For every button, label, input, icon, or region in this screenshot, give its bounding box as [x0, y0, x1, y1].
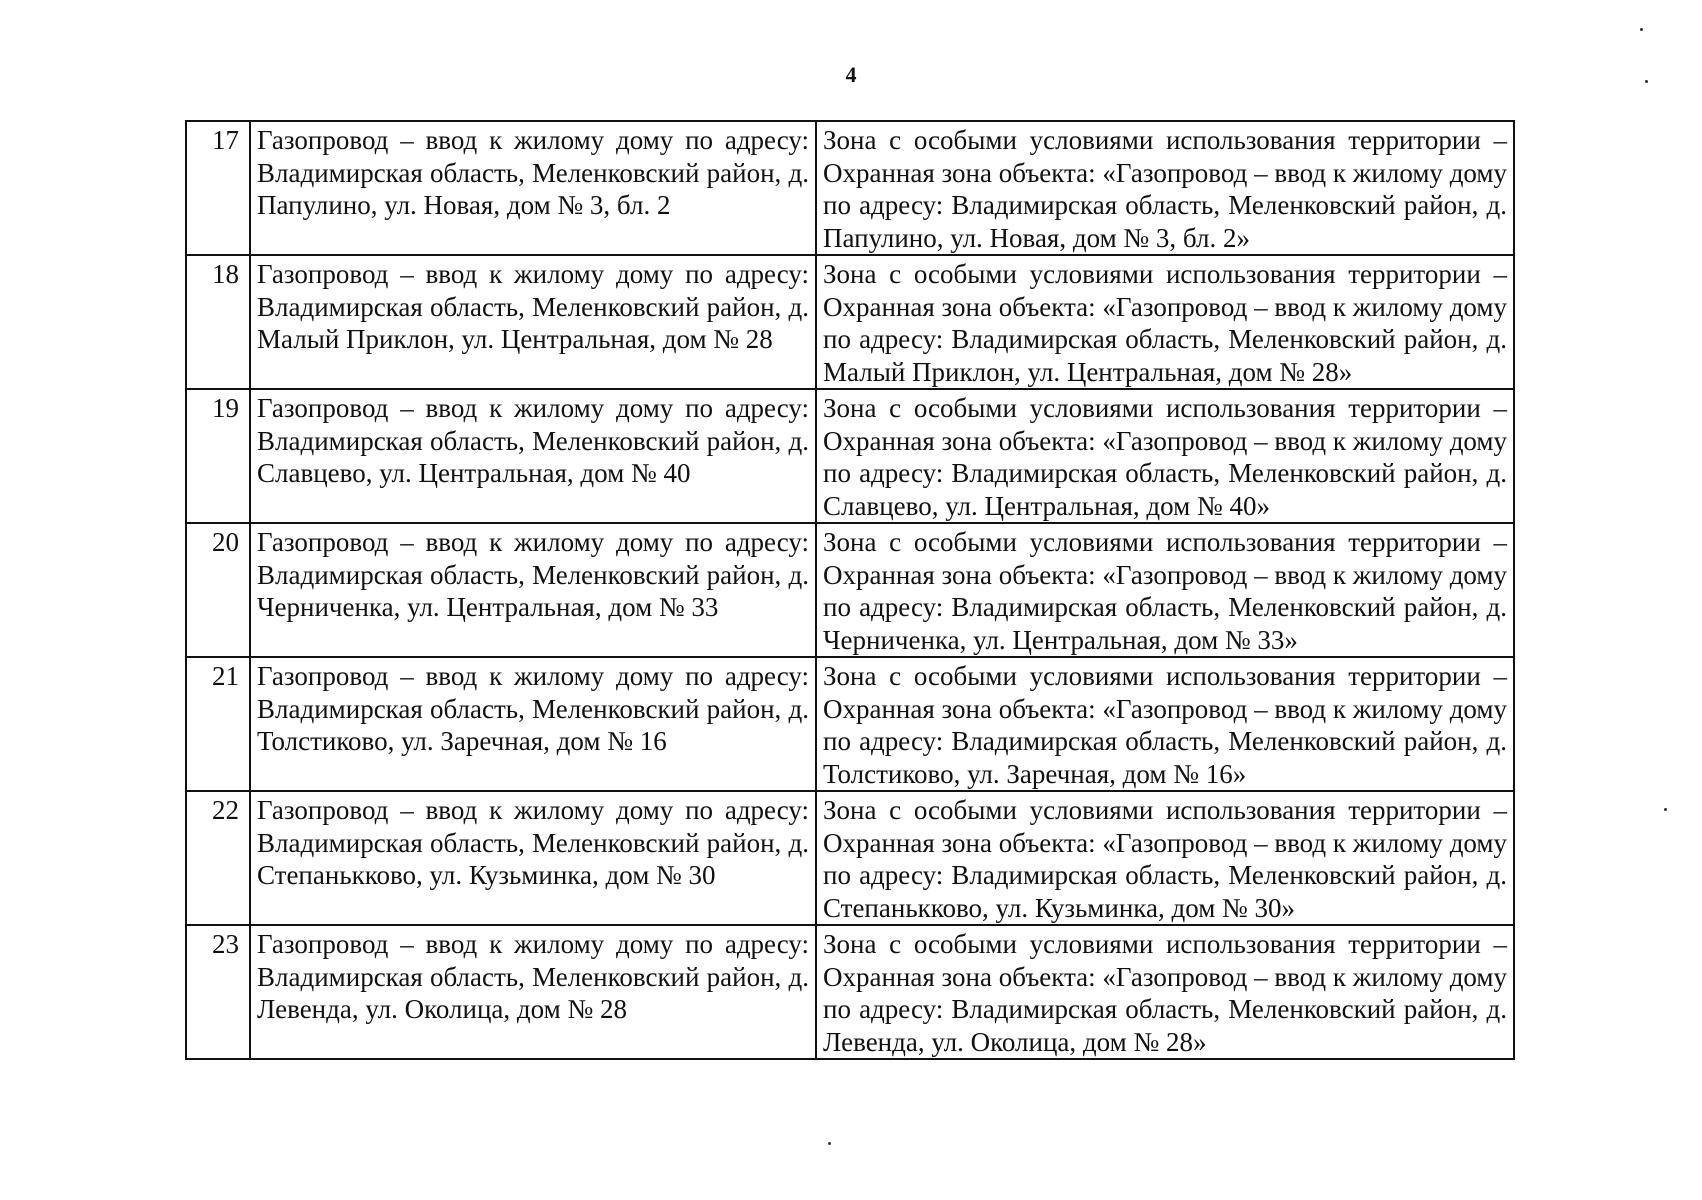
row-number: 22 [186, 791, 250, 925]
table-row [186, 523, 1514, 657]
object-description: Газопровод – ввод к жилому дому по адресу: Владимирская область, Меленковский район, д. Толстиково, ул. Заречная, дом № 16 [250, 657, 816, 791]
row-number: 23 [186, 925, 250, 1059]
object-description: Газопровод – ввод к жилому дому по адресу: Владимирская область, Меленковский район, д. Малый Приклон, ул. Центральная, дом № 28 [250, 255, 816, 389]
zone-description: Зона с особыми условиями использования территории – Охранная зона объекта: «Газопровод – ввод к жилому дому по адресу: Владимирская область, Меленковский район, д. Степанькково, ул. Кузьминка, дом № 30» [816, 791, 1514, 925]
zone-description: Зона с особыми условиями использования территории – Охранная зона объекта: «Газопровод – ввод к жилому дому по адресу: Владимирская область, Меленковский район, д. Черниченка, ул. Центральная, дом № 33» [816, 523, 1514, 657]
scan-speck [1640, 28, 1643, 31]
object-description: Газопровод – ввод к жилому дому по адресу: Владимирская область, Меленковский район, д. Папулино, ул. Новая, дом № 3, бл. 2 [250, 121, 816, 255]
table-row [186, 255, 1514, 389]
object-description: Газопровод – ввод к жилому дому по адресу: Владимирская область, Меленковский район, д. Черниченка, ул. Центральная, дом № 33 [250, 523, 816, 657]
table-row [186, 791, 1514, 925]
page-number: 4 [845, 62, 857, 87]
object-description: Газопровод – ввод к жилому дому по адресу: Владимирская область, Меленковский район, д. Славцево, ул. Центральная, дом № 40 [250, 389, 816, 523]
row-number: 21 [186, 657, 250, 791]
zone-description: Зона с особыми условиями использования территории – Охранная зона объекта: «Газопровод – ввод к жилому дому по адресу: Владимирская область, Меленковский район, д. Толстиково, ул. Заречная, дом № 16» [816, 657, 1514, 791]
table-row [186, 657, 1514, 791]
row-number: 17 [186, 121, 250, 255]
zones-table [185, 120, 1515, 1060]
zone-description: Зона с особыми условиями использования территории – Охранная зона объекта: «Газопровод – ввод к жилому дому по адресу: Владимирская область, Меленковский район, д. Левенда, ул. Околица, дом № 28» [816, 925, 1514, 1059]
scan-speck [828, 1142, 831, 1145]
zone-description: Зона с особыми условиями использования территории – Охранная зона объекта: «Газопровод – ввод к жилому дому по адресу: Владимирская область, Меленковский район, д. Славцево, ул. Центральная, дом № 40» [816, 389, 1514, 523]
scan-speck [1645, 80, 1648, 83]
zone-description: Зона с особыми условиями использования территории – Охранная зона объекта: «Газопровод – ввод к жилому дому по адресу: Владимирская область, Меленковский район, д. Малый Приклон, ул. Центральная, дом № 28» [816, 255, 1514, 389]
object-description: Газопровод – ввод к жилому дому по адресу: Владимирская область, Меленковский район, д. Левенда, ул. Околица, дом № 28 [250, 925, 816, 1059]
table-row [186, 389, 1514, 523]
object-description: Газопровод – ввод к жилому дому по адресу: Владимирская область, Меленковский район, д. Степанькково, ул. Кузьминка, дом № 30 [250, 791, 816, 925]
scan-speck [1664, 808, 1667, 811]
row-number: 20 [186, 523, 250, 657]
zone-description: Зона с особыми условиями использования территории – Охранная зона объекта: «Газопровод – ввод к жилому дому по адресу: Владимирская область, Меленковский район, д. Папулино, ул. Новая, дом № 3, бл. 2» [816, 121, 1514, 255]
table-row [186, 121, 1514, 255]
row-number: 18 [186, 255, 250, 389]
table-row [186, 925, 1514, 1059]
row-number: 19 [186, 389, 250, 523]
